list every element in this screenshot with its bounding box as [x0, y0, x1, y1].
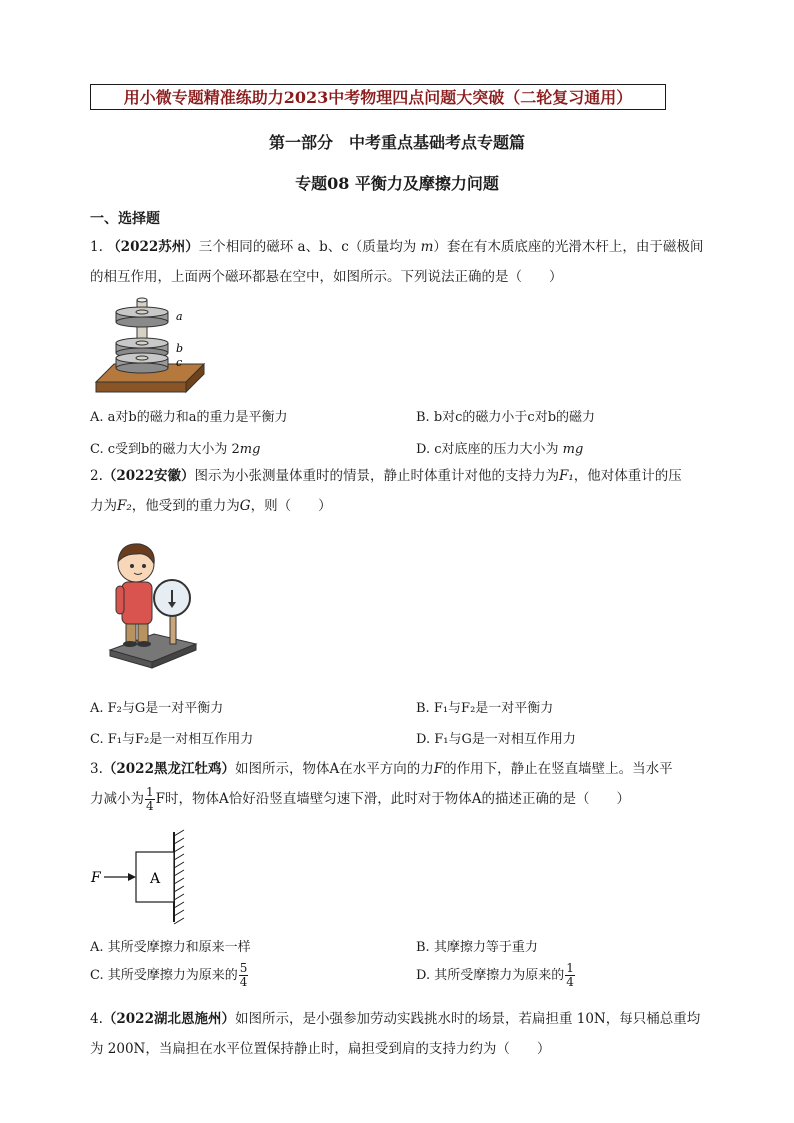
q1-text-2: ）套在有木质底座的光滑木杆上，由于磁极间: [433, 239, 704, 255]
part-title: 第一部分 中考重点基础考点专题篇: [268, 133, 525, 152]
q2-option-c[interactable]: C. F₁与F₂是一对相互作用力: [90, 732, 254, 747]
q2-option-b[interactable]: B. F₁与F₂是一对平衡力: [416, 701, 554, 716]
q3-block-wall-figure: [90, 828, 200, 926]
q1-mass-var: m: [420, 239, 434, 255]
ring-c: [116, 353, 168, 373]
q2-option-a[interactable]: A. F₂与G是一对平衡力: [90, 701, 224, 716]
q3-fraction: $\frac{1}{4}$: [146, 785, 154, 813]
shirt: [122, 582, 152, 624]
q1-option-d[interactable]: D. c对底座的压力大小为 mg: [416, 442, 584, 457]
q3-option-c[interactable]: C. 其所受摩擦力为原来的 $\frac{5}{4}$: [90, 961, 248, 989]
q1-magnet-rings-figure: [92, 296, 212, 394]
q1-number: 1.: [90, 239, 103, 255]
q2-weighing-scale-figure: [108, 540, 198, 670]
wooden-base-front: [96, 382, 186, 392]
scale-post: [170, 614, 176, 644]
topic-title: 专题08 平衡力及摩擦力问题: [295, 174, 499, 193]
q3-option-b[interactable]: B. 其摩擦力等于重力: [416, 940, 538, 955]
q2-number: 2.: [90, 468, 103, 484]
legs: [126, 622, 136, 642]
q1-text-1: 三个相同的磁环 a、b、c（质量均为: [198, 239, 421, 255]
question-4: 4.（2022湖北恩施州）如图所示，是小强参加劳动实践挑水时的场景，若扁担重 10N，每只桶总重均 为 200N，当扁担在水平位置保持静止时，扁担受到肩的支持力约为（ ）: [90, 1011, 701, 1057]
q1-option-a[interactable]: A. a对b的磁力和a的重力是平衡力: [90, 410, 288, 425]
q3-number: 3.: [90, 761, 103, 777]
q3-source: （2022黑龙江牡鸡）: [102, 761, 235, 777]
question-2: 2.（2022安徽）图示为小张测量体重时的情景，静止时体重计对他的支持力为F₁，他对体重计的压 力为F₂，他受到的重力为G，则（ ）: [90, 468, 682, 514]
q1-source: （2022苏州）: [107, 239, 199, 255]
block-label: A: [150, 871, 161, 887]
force-label: F: [91, 870, 101, 886]
q4-source: （2022湖北恩施州）: [102, 1011, 235, 1027]
label-a: a: [176, 310, 183, 323]
q3-option-d[interactable]: D. 其所受摩擦力为原来的 $\frac{1}{4}$: [416, 961, 574, 989]
q3-option-a[interactable]: A. 其所受摩擦力和原来一样: [90, 940, 251, 955]
q2-source: （2022安徽）: [102, 468, 195, 484]
header-banner: 用小微专题精准练助力2023中考物理四点问题大突破（二轮复习通用）: [90, 84, 666, 110]
label-b: b: [176, 342, 184, 355]
label-c: c: [176, 356, 183, 369]
question-3: 3.（2022黑龙江牡鸡）如图所示，物体A在水平方向的力F的作用下，静止在竖直墙壁上。当水平 力减小为 $\frac{1}{4}$ F时，物体A恰好沿竖直墙壁匀速下滑，此时对于物体A的描述正确的是（ ）: [90, 761, 673, 813]
question-1: [90, 232, 710, 292]
q1-option-c[interactable]: C. c受到b的磁力大小为 2mg: [90, 442, 261, 457]
section-heading: 一、选择题: [90, 211, 160, 227]
q2-option-d[interactable]: D. F₁与G是一对相互作用力: [416, 732, 576, 747]
ring-a: [116, 307, 168, 327]
q1-text-3: 的相互作用，上面两个磁环都悬在空中，如图所示。下列说法正确的是（ ）: [90, 269, 563, 285]
q1-option-b[interactable]: B. b对c的磁力小于c对b的磁力: [416, 410, 596, 425]
q4-number: 4.: [90, 1011, 103, 1027]
